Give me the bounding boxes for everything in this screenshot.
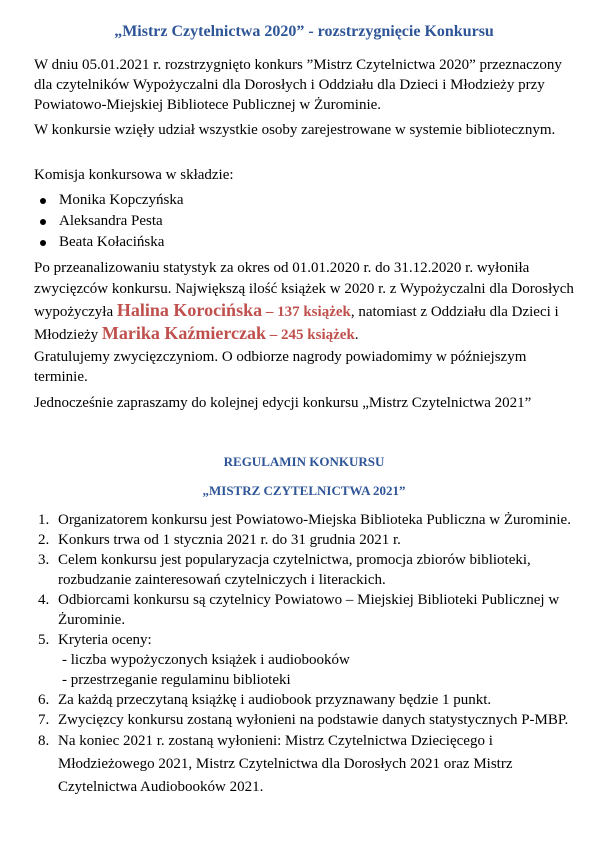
bullet-icon bbox=[40, 219, 46, 225]
item-number: 5. bbox=[38, 632, 50, 648]
bullet-icon bbox=[40, 198, 46, 204]
item-number: 6. bbox=[38, 692, 50, 708]
item-text: Zwycięzcy konkursu zostaną wyłonieni na podstawie danych statystycznych P-MBP. bbox=[58, 712, 569, 728]
list-item bbox=[34, 730, 574, 799]
committee-list bbox=[34, 190, 184, 253]
item-number: 2. bbox=[38, 532, 50, 548]
winner-youth-sep: – bbox=[266, 327, 282, 343]
winner-youth-name: Marika Kaźmierczak bbox=[101, 323, 267, 343]
bullet-icon bbox=[40, 240, 46, 246]
invitation-paragraph: Jednocześnie zapraszamy do kolejnej edycji konkursu „Mistrz Czytelnictwa 2021” bbox=[34, 395, 532, 411]
intro-paragraph: W dniu 05.01.2021 r. rozstrzygnięto konkurs ”Mistrz Czytelnictwa 2020” przeznaczony dla czytelników Wypożyczalni dla Dorosłych i Oddziału dla Dzieci i Młodzieży przy Powiatowo-Miejskiej Bibliotece Publicznej w Żurominie. bbox=[34, 57, 562, 113]
item-text: Za każdą przeczytaną książkę i audiobook przyznawany będzie 1 punkt. bbox=[58, 692, 492, 708]
winner-adult-name: Halina Korocińska bbox=[116, 300, 263, 320]
results-paragraph bbox=[34, 258, 574, 346]
winner-youth-count: 245 książek bbox=[281, 327, 355, 343]
winner-adult-sep: – bbox=[262, 304, 278, 320]
results-lead: Po przeanalizowaniu statystyk za okres od 01.01.2020 r. do 31.12.2020 r. wyłoniła zwycięzców konkursu. Największą ilość książek w 2020 r. z Wypożyczalni dla Dorosłych wypożyczyła bbox=[34, 260, 574, 320]
committee-member: Monika Kopczyńska bbox=[59, 192, 184, 208]
item-text: Na koniec 2021 r. zostaną wyłonieni: Mistrz Czytelnictwa Dziecięcego i Młodzieżowego 2021, Mistrz Czytelnictwa dla Dorosłych 2021 oraz Mistrz Czytelnictwa Audiobooków 2021. bbox=[58, 733, 513, 795]
item-text: Celem konkursu jest popularyzacja czytelnictwa, promocja zbiorów biblioteki, rozbudzanie zainteresowań czytelniczych i literackich. bbox=[58, 552, 531, 588]
item-text: Odbiorcami konkursu są czytelnicy Powiatowo – Miejskiej Biblioteki Publicznej w Żurominie. bbox=[58, 592, 560, 628]
committee-heading: Komisja konkursowa w składzie: bbox=[34, 167, 234, 183]
item-number: 3. bbox=[38, 552, 50, 568]
item-number: 1. bbox=[38, 512, 50, 528]
list-item bbox=[34, 530, 574, 550]
list-item bbox=[34, 630, 574, 690]
list-item bbox=[34, 690, 574, 710]
results-end: . bbox=[354, 327, 359, 343]
criteria-sub-item: - liczba wypożyczonych książek i audiobooków bbox=[62, 652, 350, 668]
committee-member: Aleksandra Pesta bbox=[59, 213, 163, 229]
list-item bbox=[34, 550, 574, 590]
list-item bbox=[34, 190, 184, 211]
congratulations-paragraph: Gratulujemy zwycięzczyniom. O odbiorze nagrody powiadomimy w późniejszym terminie. bbox=[34, 349, 527, 385]
item-text: Konkurs trwa od 1 stycznia 2021 r. do 31 grudnia 2021 r. bbox=[58, 532, 401, 548]
item-number: 8. bbox=[38, 733, 50, 749]
list-item bbox=[34, 510, 574, 530]
winner-adult-count: 137 książek bbox=[277, 304, 351, 320]
committee-member: Beata Kołacińska bbox=[59, 234, 165, 250]
criteria-sub-item: - przestrzeganie regulaminu biblioteki bbox=[62, 672, 291, 688]
list-item bbox=[34, 211, 184, 232]
list-item bbox=[34, 232, 184, 253]
item-text: Kryteria oceny: bbox=[58, 632, 152, 648]
regulations-subheading: „MISTRZ CZYTELNICTWA 2021” bbox=[202, 483, 406, 498]
participation-paragraph: W konkursie wzięły udział wszystkie osoby zarejestrowane w systemie bibliotecznym. bbox=[34, 122, 556, 138]
results-middle: , natomiast z Oddziału dla Dzieci i Młodzieży bbox=[34, 304, 559, 343]
page-title: „Mistrz Czytelnictwa 2020” - rozstrzygnięcie Konkursu bbox=[114, 23, 494, 40]
list-item bbox=[34, 590, 574, 630]
regulations-heading: REGULAMIN KONKURSU bbox=[223, 454, 385, 469]
item-number: 4. bbox=[38, 592, 50, 608]
list-item bbox=[34, 710, 574, 730]
item-number: 7. bbox=[38, 712, 50, 728]
item-text: Organizatorem konkursu jest Powiatowo-Miejska Biblioteka Publiczna w Żurominie. bbox=[58, 512, 571, 528]
regulations-list bbox=[34, 510, 574, 799]
